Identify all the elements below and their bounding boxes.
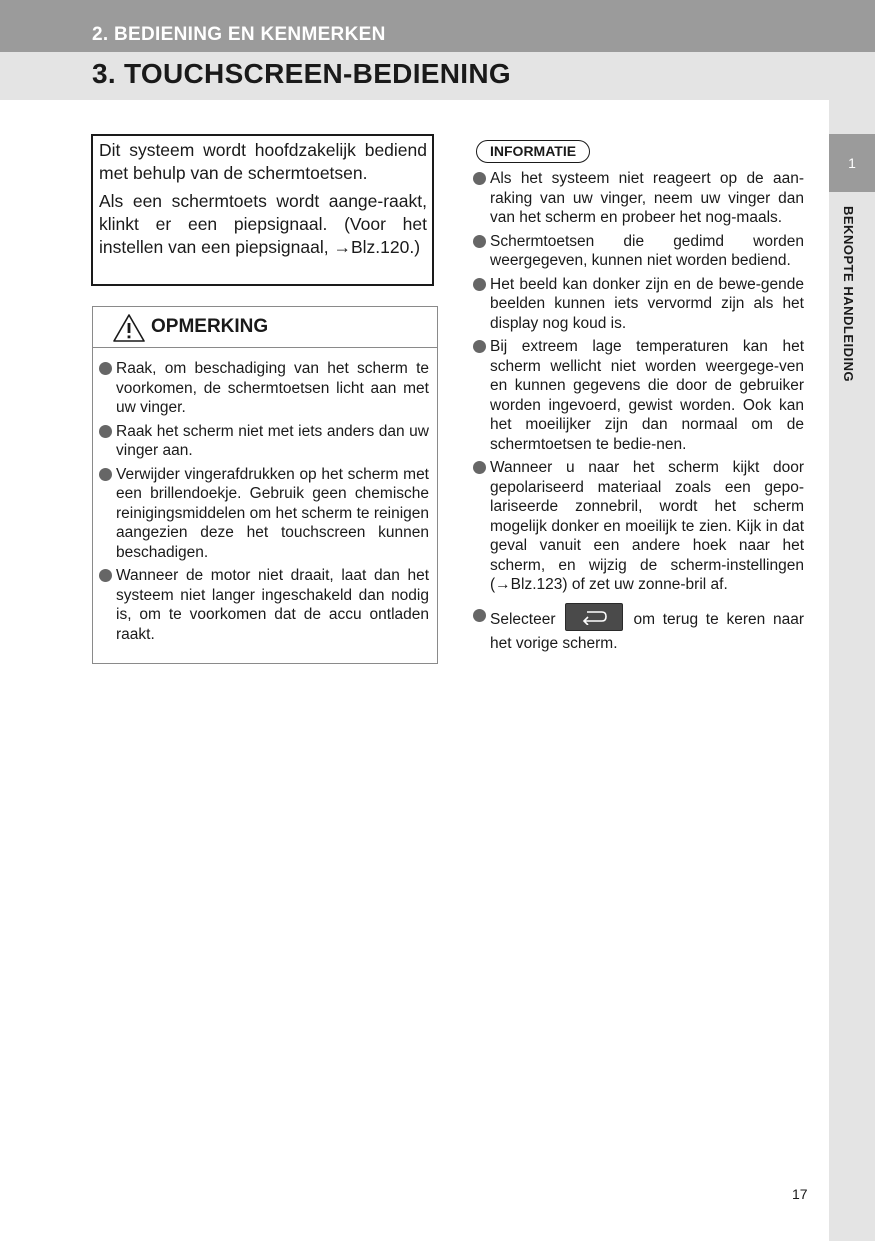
- section-header-bar: [0, 0, 875, 52]
- bullet-dot-icon: [473, 172, 486, 185]
- information-list: [472, 169, 804, 653]
- info-item-text: Als het systeem niet reageert op de aan-raking van uw vinger, neem uw vinger dan van het scherm en probeer het nog-maals.: [490, 170, 804, 226]
- warning-item: [98, 465, 429, 563]
- chapter-title: 3. TOUCHSCREEN-BEDIENING: [92, 58, 511, 89]
- info-item-text: Schermtoetsen die gedimd worden weergegeven, kunnen niet worden bediend.: [490, 232, 804, 269]
- warning-item: [98, 359, 429, 418]
- info-item-text: Bij extreem lage temperaturen kan het scherm wellicht niet worden weergege-ven en kunnen gegevens die door de gebruiker worden ingevoerd, gewist worden. Ook kan het moeilijker zijn dan normaal om de schermtoetsen te bedie-nen.: [490, 338, 804, 453]
- info-item: [472, 169, 804, 228]
- info-item: [472, 275, 804, 334]
- info-item: [472, 458, 804, 595]
- warning-item-text: Wanneer de motor niet draait, laat dan het systeem niet langer ingeschakeld dan nodig is, om te voorkomen dat de accu ontladen raakt.: [116, 567, 429, 643]
- bullet-dot-icon: [473, 609, 486, 622]
- back-arrow-icon: [580, 609, 608, 625]
- section-title: 2. BEDIENING EN KENMERKEN: [92, 24, 386, 45]
- bullet-dot-icon: [473, 235, 486, 248]
- warning-title: OPMERKING: [151, 316, 269, 337]
- info-back-text-after: om terug te keren naar het vorige scherm.: [490, 610, 804, 652]
- bullet-dot-icon: [473, 278, 486, 291]
- bullet-dot-icon: [473, 340, 486, 353]
- warning-item-text: Verwijder vingerafdrukken op het scherm met een brillendoekje. Gebruik geen chemische reinigingsmiddelen om het scherm te reinigen aangezien deze het touchscreen kunnen beschadigen.: [116, 465, 429, 561]
- intro-box: [91, 134, 434, 286]
- warning-item-text: Raak, om beschadiging van het scherm te voorkomen, de schermtoetsen licht aan met uw vinger.: [116, 360, 429, 416]
- warning-item: [98, 422, 429, 461]
- intro-paragraph-1: Dit systeem wordt hoofdzakelijk bediend met behulp van de schermtoetsen.: [99, 140, 427, 183]
- warning-header: [93, 307, 437, 348]
- bullet-dot-icon: [99, 569, 112, 582]
- side-tab-number[interactable]: 1: [829, 134, 875, 192]
- back-button[interactable]: [565, 603, 623, 631]
- information-column: [472, 140, 804, 657]
- info-back-text-before: Selecteer: [490, 610, 556, 628]
- warning-list: [93, 348, 437, 644]
- warning-triangle-icon: [112, 313, 146, 343]
- side-tab-label: BEKNOPTE HANDLEIDING: [841, 206, 856, 383]
- bullet-dot-icon: [473, 461, 486, 474]
- info-item: [472, 337, 804, 454]
- information-tag: INFORMATIE: [476, 140, 590, 163]
- warning-item: [98, 566, 429, 644]
- info-item: [472, 232, 804, 271]
- warning-item-text: Raak het scherm niet met iets anders dan uw vinger aan.: [116, 422, 429, 459]
- bullet-dot-icon: [99, 362, 112, 375]
- info-item-text: Het beeld kan donker zijn en de bewe-gende beelden kunnen iets vervormd zijn als het display nog koud is.: [490, 275, 804, 332]
- bullet-dot-icon: [99, 468, 112, 481]
- chapter-header-band: [0, 52, 875, 100]
- info-item-text: Wanneer u naar het scherm kijkt door gepolariseerd materiaal zoals een gepo-lariseerde zonnebril, wordt het scherm mogelijk donker en moeilijk te zien. Kijk in dat geval vanuit een andere hoek naar het scherm, en wijzig de scherm-instellingen (→Blz.123) of zet uw zonne-bril af.: [490, 459, 804, 593]
- bullet-dot-icon: [99, 425, 112, 438]
- page-number: 17: [792, 1186, 808, 1202]
- info-item-back: [472, 606, 804, 654]
- intro-paragraph-2: Als een schermtoets wordt aange-raakt, klinkt er een piepsignaal. (Voor het instellen van een piepsignaal, →Blz.120.): [99, 191, 427, 257]
- warning-box: [92, 306, 438, 664]
